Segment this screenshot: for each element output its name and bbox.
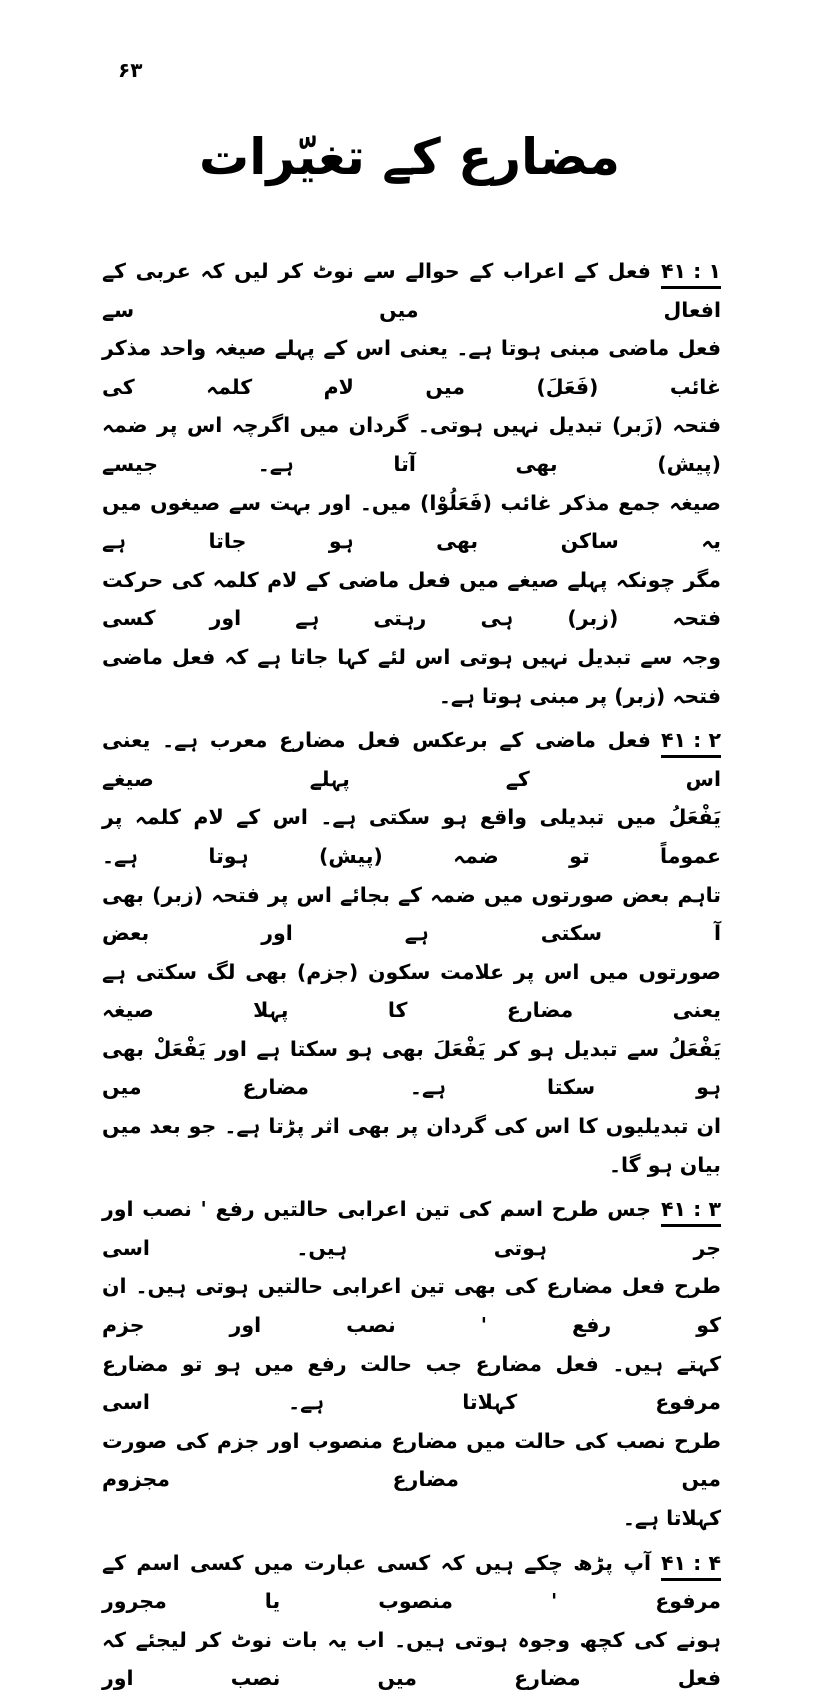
page-number: ۶۳ <box>118 58 143 82</box>
text-line: وجہ سے تبدیل نہیں ہوتی اس لئے کہا جاتا ہے کہ فعل ماضی فتحہ (زبر) پر مبنی ہوتا ہے۔ <box>102 644 721 708</box>
text-line: ہونے کی کچھ وجوہ ہوتی ہیں۔ اب یہ بات نوٹ کر لیجئے کہ فعل مضارع میں نصب اور <box>102 1627 721 1691</box>
paragraph-number: ۴۱ : ۳ <box>661 1194 721 1227</box>
text-line: طرح فعل مضارع کی بھی تین اعرابی حالتیں ہوتی ہیں۔ ان کو رفع ' نصب اور جزم <box>102 1274 721 1338</box>
text-line: یَفْعَلُ میں تبدیلی واقع ہو سکتی ہے۔ اس کے لام کلمہ پر عموماً تو ضمہ (پیش) ہوتا ہے۔ <box>102 805 721 868</box>
paragraph-41-4 <box>102 1544 721 1698</box>
paragraph-41-2 <box>102 721 721 1184</box>
text-line: آپ پڑھ چکے ہیں کہ کسی عبارت میں کسی اسم کے مرفوع ' منصوب یا مجرور <box>102 1550 721 1614</box>
paragraph-number: ۴۱ : ۱ <box>661 256 721 289</box>
text-line: طرح نصب کی حالت میں مضارع منصوب اور جزم کی صورت میں مضارع مجزوم <box>102 1428 721 1492</box>
text-line: ان تبدیلیوں کا اس کی گردان پر بھی اثر پڑتا ہے۔ جو بعد میں بیان ہو گا۔ <box>102 1114 721 1177</box>
text-line: فعل ماضی مبنی ہوتا ہے۔ یعنی اس کے پہلے صیغہ واحد مذکر غائب (فَعَلَ) میں لام کلمہ کی <box>102 336 721 399</box>
text-line: جس طرح اسم کی تین اعرابی حالتیں رفع ' نصب اور جر ہوتی ہیں۔ اسی <box>102 1197 721 1260</box>
paragraph-41-3 <box>102 1190 721 1537</box>
text-line: یَفْعَلُ سے تبدیل ہو کر یَفْعَلَ بھی ہو سکتا ہے اور یَفْعَلْ بھی ہو سکتا ہے۔ مضارع میں <box>102 1036 721 1100</box>
text-line: صورتوں میں اس پر علامت سکون (جزم) بھی لگ سکتی ہے یعنی مضارع کا پہلا صیغہ <box>102 959 721 1023</box>
paragraph-number: ۴۱ : ۲ <box>661 725 721 758</box>
paragraph-number: ۴۱ : ۴ <box>661 1548 721 1581</box>
text-line: کہتے ہیں۔ فعل مضارع جب حالت رفع میں ہو تو مضارع مرفوع کہلاتا ہے۔ اسی <box>102 1351 721 1415</box>
page-title: مضارع کے تغیّرات <box>198 128 621 186</box>
paragraph-41-1 <box>102 252 721 715</box>
text-line: فتحہ (زَبر) تبدیل نہیں ہوتی۔ گردان میں اگرچہ اس پر ضمہ (پیش) بھی آتا ہے۔ جیسے <box>102 413 721 476</box>
text-line: کہلاتا ہے۔ <box>622 1506 721 1530</box>
text-line: فعل ماضی کے برعکس فعل مضارع معرب ہے۔ یعنی اس کے پہلے صیغے <box>102 728 721 791</box>
body-text <box>102 252 721 1704</box>
text-line: فعل کے اعراب کے حوالے سے نوٹ کر لیں کہ عربی کے افعال میں سے <box>102 259 721 322</box>
text-line: مگر چونکہ پہلے صیغے میں فعل ماضی کے لام کلمہ کی حرکت فتحہ (زبر) ہی رہتی ہے اور کسی <box>102 567 721 631</box>
text-line: صیغہ جمع مذکر غائب (فَعَلُوْا) میں۔ اور بہت سے صیغوں میں یہ ساکن بھی ہو جاتا ہے <box>102 490 721 554</box>
text-line: تاہم بعض صورتوں میں ضمہ کے بجائے اس پر فتحہ (زبر) بھی آ سکتی ہے اور بعض <box>102 882 721 946</box>
